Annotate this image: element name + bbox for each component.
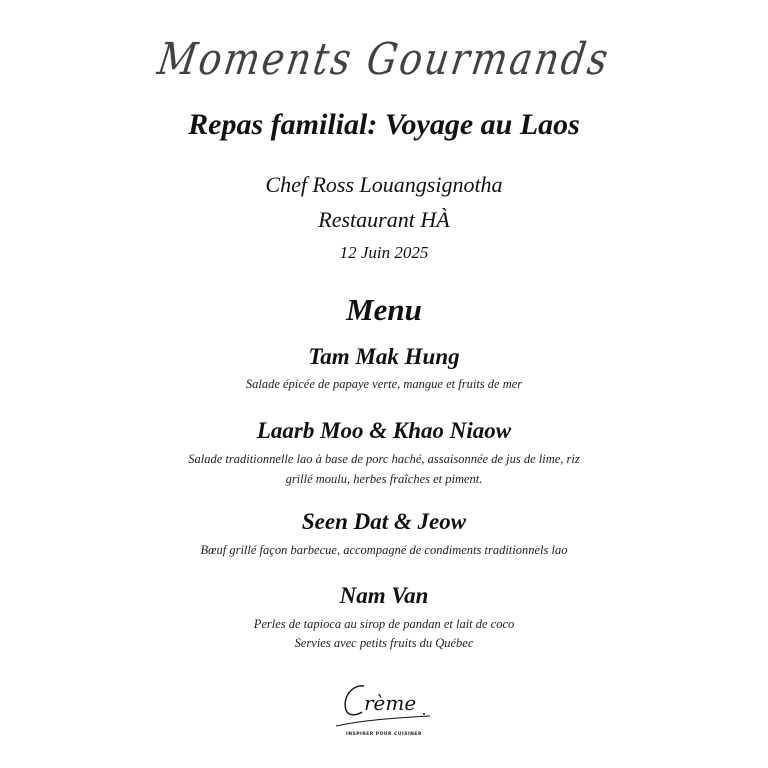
dish-description: Salade épicée de papaye verte, mangue et fruits de mer [245, 377, 523, 391]
event-date: 12 Juin 2025 [339, 243, 429, 262]
dish-name: Nam Van [339, 583, 429, 608]
script-title: Moments Gourmands [154, 34, 614, 85]
svg-text:rème: rème [364, 691, 417, 715]
chef-name: Chef Ross Louangsignotha [265, 172, 503, 197]
creme-logo [334, 676, 434, 738]
dish-name: Seen Dat & Jeow [301, 509, 467, 534]
logo-tagline: INSPIRER POUR CUISINER [346, 732, 422, 737]
restaurant-name: Restaurant HÀ [318, 207, 450, 232]
dish-name: Tam Mak Hung [308, 344, 460, 369]
dish-description: Bœuf grillé façon barbecue, accompagné de condiments traditionnels lao [200, 543, 568, 557]
dish-description: grillé moulu, herbes fraîches et piment. [285, 472, 483, 486]
dish-description: Servies avec petits fruits du Québec [294, 636, 474, 650]
dish-description: Perles de tapioca au sirop de pandan et lait de coco [253, 617, 515, 631]
page-title: Repas familial: Voyage au Laos [188, 108, 580, 141]
dish-name: Laarb Moo & Khao Niaow [256, 418, 512, 443]
dish-description: Salade traditionnelle lao à base de porc haché, assaisonnée de jus de lime, riz [188, 452, 580, 466]
menu-heading: Menu [346, 292, 422, 327]
